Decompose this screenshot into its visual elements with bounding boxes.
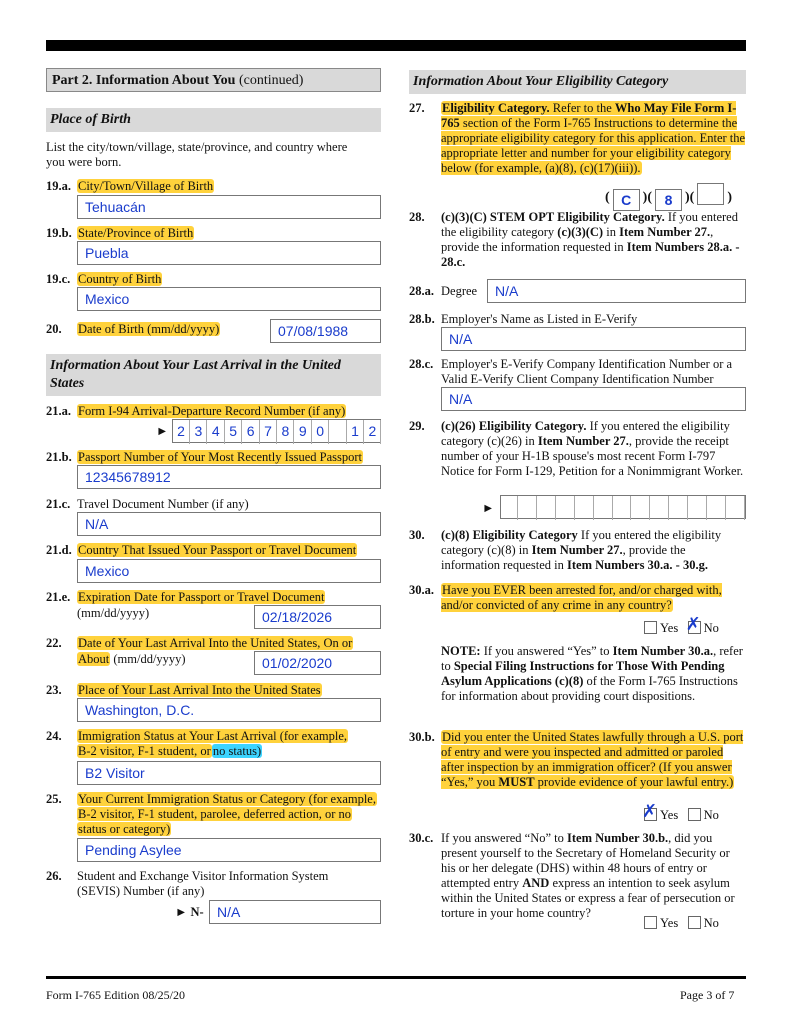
q21e-format: (mm/dd/yyyy) bbox=[77, 606, 150, 620]
eligibility-code-fields: ( C )( 8 )( ) bbox=[605, 183, 732, 211]
q21d-label: Country That Issued Your Passport or Travel Document bbox=[78, 543, 357, 557]
q30b-no-label: No bbox=[703, 808, 719, 822]
receipt-digit-cell[interactable] bbox=[520, 496, 537, 520]
q19c-number: 19.c. bbox=[46, 272, 71, 286]
q28a-number: 28.a. bbox=[409, 284, 434, 298]
receipt-digit-cell[interactable] bbox=[501, 496, 518, 520]
i94-digit-cell[interactable] bbox=[330, 420, 347, 444]
receipt-digit-cell[interactable] bbox=[558, 496, 575, 520]
i94-digit-cell[interactable]: 4 bbox=[208, 420, 225, 444]
q19c-label: Country of Birth bbox=[78, 272, 162, 286]
top-rule bbox=[46, 40, 746, 51]
q29-text: (c)(26) Eligibility Category. If you entered the eligibility category (c)(26) in Item Number 27., provide the receipt number of your H-1B spouse's most recent Form I-797 Notice for Form I-129, Petition for a Nonimmigrant Worker. bbox=[441, 419, 744, 478]
degree-field[interactable]: N/A bbox=[487, 279, 746, 303]
part-header: Part 2. Information About You (continued) bbox=[46, 68, 381, 92]
q30a-no-checkbox[interactable] bbox=[685, 614, 701, 635]
q30a-number: 30.a. bbox=[409, 583, 434, 597]
eligibility-heading: Information About Your Eligibility Category bbox=[409, 70, 746, 94]
q30a-no-label: No bbox=[703, 621, 719, 635]
note-text: NOTE: If you answered “Yes” to Item Number 30.a., refer to Special Filing Instructions for Those With Pending Asylum Applications (c)(8) of the Form I-765 Instructions for information about providing court dispositions. bbox=[441, 644, 743, 703]
q22-number: 22. bbox=[46, 636, 62, 650]
q20-label: Date of Birth (mm/dd/yyyy) bbox=[78, 322, 220, 336]
q30c-options bbox=[644, 916, 719, 931]
receipt-digit-cell[interactable] bbox=[596, 496, 613, 520]
q27-number: 27. bbox=[409, 101, 425, 115]
receipt-digit-cell[interactable] bbox=[633, 496, 650, 520]
q21d-number: 21.d. bbox=[46, 543, 72, 557]
status-at-arrival-field[interactable]: B2 Visitor bbox=[77, 761, 381, 785]
last-arrival-heading: Information About Your Last Arrival in the United States bbox=[46, 354, 381, 396]
q30c-yes-checkbox[interactable] bbox=[644, 916, 657, 929]
q30a-options bbox=[644, 614, 719, 636]
passport-expiration-field[interactable]: 02/18/2026 bbox=[254, 605, 381, 629]
travel-document-field[interactable]: N/A bbox=[77, 512, 381, 536]
i94-digit-cell[interactable]: 3 bbox=[190, 420, 207, 444]
q21b-number: 21.b. bbox=[46, 450, 72, 464]
q24-label-b: B-2 visitor, F-1 student, or bbox=[78, 744, 211, 758]
i94-digit-cell[interactable]: 6 bbox=[243, 420, 260, 444]
q19a-number: 19.a. bbox=[46, 179, 71, 193]
q30b-yes-label: Yes bbox=[660, 808, 679, 822]
q30c-no-checkbox[interactable] bbox=[688, 916, 701, 929]
q21a-arrow: ► bbox=[156, 424, 169, 438]
q21c-number: 21.c. bbox=[46, 497, 71, 511]
q25-number: 25. bbox=[46, 792, 62, 806]
q30a-no-mark: ✗ bbox=[685, 614, 701, 635]
q30a-yes-label: Yes bbox=[660, 621, 679, 635]
receipt-digit-cell[interactable] bbox=[577, 496, 594, 520]
q26-number: 26. bbox=[46, 869, 62, 883]
q30b-no-checkbox[interactable] bbox=[688, 808, 701, 821]
q24-label-c: no status) bbox=[212, 744, 262, 758]
q30c-no-label: No bbox=[703, 916, 719, 930]
h1b-receipt-field[interactable] bbox=[500, 495, 746, 519]
receipt-digit-cell[interactable] bbox=[709, 496, 726, 520]
q21e-number: 21.e. bbox=[46, 590, 71, 604]
receipt-digit-cell[interactable] bbox=[671, 496, 688, 520]
passport-number-field[interactable]: 12345678912 bbox=[77, 465, 381, 489]
q21e-label: Expiration Date for Passport or Travel Document bbox=[78, 590, 325, 604]
last-arrival-date-field[interactable]: 01/02/2020 bbox=[254, 651, 381, 675]
q20-number: 20. bbox=[46, 322, 62, 336]
q30b-yes-mark: ✗ bbox=[642, 801, 658, 822]
i94-digit-cell[interactable]: 0 bbox=[312, 420, 329, 444]
q19a-label: City/Town/Village of Birth bbox=[78, 179, 214, 193]
sevis-number-field[interactable]: N/A bbox=[209, 900, 381, 924]
footer-rule bbox=[46, 976, 746, 979]
q22-format: (mm/dd/yyyy) bbox=[110, 652, 186, 666]
sevis-prefix: ► N- bbox=[175, 905, 204, 919]
i94-digit-cell[interactable]: 5 bbox=[225, 420, 242, 444]
left-column bbox=[46, 68, 381, 92]
q28-number: 28. bbox=[409, 210, 425, 224]
q22-label-a: Date of Your Last Arrival Into the United States, On or bbox=[78, 636, 353, 650]
q25-label-c: status or category) bbox=[78, 822, 171, 836]
q21a-label: Form I-94 Arrival-Departure Record Number (if any) bbox=[78, 404, 346, 418]
q30b-number: 30.b. bbox=[409, 730, 435, 744]
q28c-number: 28.c. bbox=[409, 357, 434, 371]
q23-label: Place of Your Last Arrival Into the United States bbox=[78, 683, 321, 697]
q22-label-b: About bbox=[78, 652, 110, 666]
q28b-number: 28.b. bbox=[409, 312, 435, 326]
q23-number: 23. bbox=[46, 683, 62, 697]
everify-id-field[interactable]: N/A bbox=[441, 387, 746, 411]
country-of-birth-field[interactable]: Mexico bbox=[77, 287, 381, 311]
q28-text: (c)(3)(C) STEM OPT Eligibility Category. If you entered the eligibility category (c)(3)(C) in Item Number 27., provide the information requested in Item Numbers 28.a. - 28.c. bbox=[441, 210, 740, 269]
i94-digit-cell[interactable]: 2 bbox=[364, 420, 381, 444]
q30-number: 30. bbox=[409, 528, 425, 542]
receipt-digit-cell[interactable] bbox=[652, 496, 669, 520]
q30b-options bbox=[642, 801, 719, 823]
q25-label-b: B-2 visitor, F-1 student, parolee, deferred action, or no bbox=[78, 807, 352, 821]
q21a-number: 21.a. bbox=[46, 404, 71, 418]
q29-number: 29. bbox=[409, 419, 425, 433]
q28a-label: Degree bbox=[441, 284, 478, 298]
state-of-birth-field[interactable]: Puebla bbox=[77, 241, 381, 265]
q21c-label: Travel Document Number (if any) bbox=[77, 497, 249, 511]
footer-edition: Form I-765 Edition 08/25/20 bbox=[46, 988, 185, 1002]
i94-digit-cell[interactable]: 7 bbox=[260, 420, 277, 444]
place-of-birth-heading: Place of Birth bbox=[46, 108, 381, 132]
q24-label-a: Immigration Status at Your Last Arrival (for example, bbox=[78, 729, 348, 743]
passport-country-field[interactable]: Mexico bbox=[77, 559, 381, 583]
q30b-label: Did you enter the United States lawfully through a U.S. port of entry and were you inspected and admitted or paroled after inspection by an immigration officer? (If you answer “Yes,” you MUST provide evidence of your lawful entry.) bbox=[441, 730, 744, 789]
current-status-field[interactable]: Pending Asylee bbox=[77, 838, 381, 862]
q30a-label: Have you EVER been arrested for, and/or charged with, and/or convicted of any crime in any country? bbox=[441, 583, 722, 612]
employer-name-field[interactable]: N/A bbox=[441, 327, 746, 351]
eligibility-code-3[interactable] bbox=[697, 183, 724, 205]
date-of-birth-field[interactable]: 07/08/1988 bbox=[270, 319, 381, 343]
q28b-label: Employer's Name as Listed in E-Verify bbox=[441, 312, 638, 326]
q28c-label: Employer's E-Verify Company Identification Number or a Valid E-Verify Client Company Identification Number bbox=[441, 357, 733, 386]
eligibility-code-1[interactable]: C bbox=[613, 189, 640, 211]
q30c-label: If you answered “No” to Item Number 30.b., did you present yourself to the Secretary of Homeland Security or his or her delegate (DHS) within 48 hours of entry or attempted entry AND express an intention to seek asylum within the United States or express a fear of persecution or torture in your home country? bbox=[441, 831, 735, 920]
q26-label: Student and Exchange Visitor Information System (SEVIS) Number (if any) bbox=[77, 869, 329, 898]
receipt-digit-cell[interactable] bbox=[728, 496, 745, 520]
i94-digit-cell[interactable]: 8 bbox=[277, 420, 294, 444]
eligibility-code-2[interactable]: 8 bbox=[655, 189, 682, 211]
q25-label-a: Your Current Immigration Status or Category (for example, bbox=[78, 792, 376, 806]
receipt-digit-cell[interactable] bbox=[614, 496, 631, 520]
q29-arrow: ► bbox=[482, 501, 495, 515]
q30b-yes-checkbox[interactable] bbox=[642, 801, 658, 822]
q27-text: Eligibility Category. Refer to the Who May File Form I-765 section of the Form I-765 Instructions to determine the appropriate eligibility category for this application. Enter the appropriate letter and number for your eligibility category below (for example, (a)(8), (c)(17)(iii)). bbox=[441, 101, 746, 175]
q30-text: (c)(8) Eligibility Category If you entered the eligibility category (c)(8) in Item Number 27., provide the information requested in Item Numbers 30.a. - 30.g. bbox=[441, 528, 722, 572]
pob-intro: List the city/town/village, state/province, and country where you were born. bbox=[46, 140, 348, 169]
q21b-label: Passport Number of Your Most Recently Issued Passport bbox=[78, 450, 363, 464]
receipt-digit-cell[interactable] bbox=[539, 496, 556, 520]
q30c-number: 30.c. bbox=[409, 831, 434, 845]
q19b-number: 19.b. bbox=[46, 226, 72, 240]
q24-number: 24. bbox=[46, 729, 62, 743]
i94-digit-cell[interactable]: 9 bbox=[295, 420, 312, 444]
i94-digit-cell[interactable]: 2 bbox=[173, 420, 190, 444]
i94-number-field[interactable] bbox=[172, 419, 381, 443]
q30c-yes-label: Yes bbox=[660, 916, 679, 930]
q30a-yes-checkbox[interactable] bbox=[644, 621, 657, 634]
place-of-arrival-field[interactable]: Washington, D.C. bbox=[77, 698, 381, 722]
q19b-label: State/Province of Birth bbox=[78, 226, 194, 240]
i94-digit-cell[interactable]: 1 bbox=[347, 420, 364, 444]
footer-page: Page 3 of 7 bbox=[680, 988, 735, 1002]
city-of-birth-field[interactable]: Tehuacán bbox=[77, 195, 381, 219]
receipt-digit-cell[interactable] bbox=[690, 496, 707, 520]
